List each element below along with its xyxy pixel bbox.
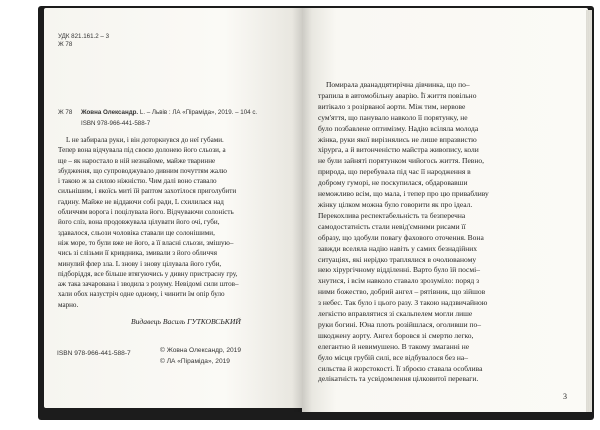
text-line: хірурга, а й витонченістю майстра живопису, коли bbox=[318, 145, 479, 155]
text-line: руки богині. Юна плоть розійшлася, оголивши по– bbox=[318, 319, 482, 329]
body-paragraph bbox=[318, 80, 558, 385]
text-line: ніж море, то були вже не його, а її власні сльози, змішую– bbox=[58, 238, 234, 247]
text-line: жінка, руки якої вирізнялись не лише впразвистю bbox=[318, 134, 477, 144]
publisher-signature: Видавець Василь ГУТКОВСЬКИЙ bbox=[131, 317, 241, 326]
book-gutter bbox=[292, 8, 312, 412]
text-line: легкістю вправлятися зі скальпелем могли лише bbox=[318, 309, 473, 319]
text-line: хали обох назустріч одне одному, і чинити їм опір було bbox=[58, 290, 225, 299]
text-line: L не забирала руки, і він доторкнувся до неї губами. bbox=[66, 136, 224, 144]
catalog-entry bbox=[81, 109, 257, 116]
catalog-author: Жовна Олександр. bbox=[81, 109, 139, 116]
text-line: марно. bbox=[58, 300, 79, 309]
text-line: з небес. Так було і цього разу. З такою надзвичайною bbox=[318, 298, 488, 308]
text-line: було місця грубій силі, все відбувалося без на– bbox=[318, 352, 468, 362]
udk-code: УДК 821.161.2 – 3 bbox=[58, 33, 110, 40]
annotation-paragraph bbox=[58, 135, 292, 310]
copyright-author: © Жовна Олександр, 2019 bbox=[160, 347, 241, 354]
text-line: обличчям ворога і поцілувала його. Відчуваючи солоність bbox=[58, 208, 234, 217]
text-line: збудження, що супроводжувало дивним почуттям жалю bbox=[58, 166, 227, 175]
text-line: сильства й жорстокості. Її зброєю ставала особлива bbox=[318, 363, 483, 373]
text-line: його сліз, вона продовжувала цілувати його очі, губи, bbox=[58, 218, 220, 227]
page-edges bbox=[586, 10, 592, 412]
text-line: самодостатність стали невід'ємними рисами її bbox=[318, 221, 466, 231]
page-number: 3 bbox=[563, 392, 567, 401]
text-line: сильнішим, і якоїсь миті їй раптом захотілося приголубити bbox=[58, 187, 237, 196]
text-line: природа, що перебувала під час її народження в bbox=[318, 167, 471, 177]
text-line: аж така зачарована і зводила з розуму. Невідомі сили штов– bbox=[58, 280, 239, 289]
text-line: Перекохлива респектабельність та безперечна bbox=[318, 210, 466, 220]
catalog-imprint: L. – Львів : ЛА «Піраміда», 2019. – 104 с. bbox=[139, 109, 258, 116]
text-line: Тепер вона відчувала під своєю долонею його сльози, а bbox=[58, 146, 226, 155]
catalog-isbn: ISBN 978-966-441-588-7 bbox=[81, 120, 151, 127]
text-line: гадину. Майже не віддаючи собі ради, L схилилася над bbox=[58, 197, 224, 206]
text-line: і такою ж за силою ніжністю. Чим далі воно ставало bbox=[58, 177, 217, 186]
text-line: неможливо всім, що мала, і тепер про цю привабливу bbox=[318, 189, 489, 199]
text-line: було позбавлене оптимізму. Надію всіляла молода bbox=[318, 123, 479, 133]
text-line: Помирала дванадцятирічна дівчинка, що по– bbox=[326, 80, 470, 89]
text-line: минулий флер зла. L знову і знову цілувала його губи, bbox=[58, 259, 222, 268]
text-line: не були зайняті порятунком чийогось життя. Певно, bbox=[318, 156, 484, 166]
text-line: жінку цілком можна було говорити як про ідеал. bbox=[318, 199, 473, 209]
cutter-code: Ж 78 bbox=[58, 109, 73, 116]
text-line: підборіддя, все більше втягуючись у дивну пристрасну гру, bbox=[58, 269, 238, 278]
text-line: доброму гуморі, не поскупилася, обдаровавши bbox=[318, 178, 468, 188]
text-line: делікатність та усвідомлення цілковитої переваги. bbox=[318, 374, 479, 384]
text-line: чись зі слізьми її кривдника, змивали з його обличчя bbox=[58, 249, 217, 258]
text-line: трапила в автомобільну аварію. Її життя повільно bbox=[318, 90, 477, 100]
text-line: сум'яття, що панувало навколо її порятунку, не bbox=[318, 112, 468, 122]
isbn-footer: ISBN 978-966-441-588-7 bbox=[57, 350, 131, 357]
text-line: ними божество, добрий ангел – рятівник, що зійшов bbox=[318, 287, 486, 297]
copyright-publisher: © ЛА «Піраміда», 2019 bbox=[160, 358, 230, 365]
text-line: елегантно й невимушено. В такому змаганні не bbox=[318, 341, 470, 351]
bbk-code: Ж 78 bbox=[58, 41, 73, 48]
text-line: шкоджену аорту. Ангел боровся зі смертю легко, bbox=[318, 330, 474, 340]
text-line: образу, що здобули повагу фахового оточення. Вона bbox=[318, 232, 484, 242]
text-line: витікало з розірваної аорти. Між тим, нервове bbox=[318, 101, 466, 111]
text-line: ще – як наростало в ній незнайоме, майже тваринне bbox=[58, 156, 216, 165]
text-line: здавалося, сльози чоловіка ставали ще солонішими, bbox=[58, 228, 215, 237]
text-line: нею хірургічному відділенні. Варто було їй посмі– bbox=[318, 265, 480, 275]
text-line: ситуаціях, які нерідко траплялися в очолюваному bbox=[318, 254, 477, 264]
text-line: хнутися, і всім навколо ставало зрозуміло: поряд з bbox=[318, 276, 480, 286]
text-line: завжди вселяла надію навіть у самих безнадійних bbox=[318, 243, 478, 253]
